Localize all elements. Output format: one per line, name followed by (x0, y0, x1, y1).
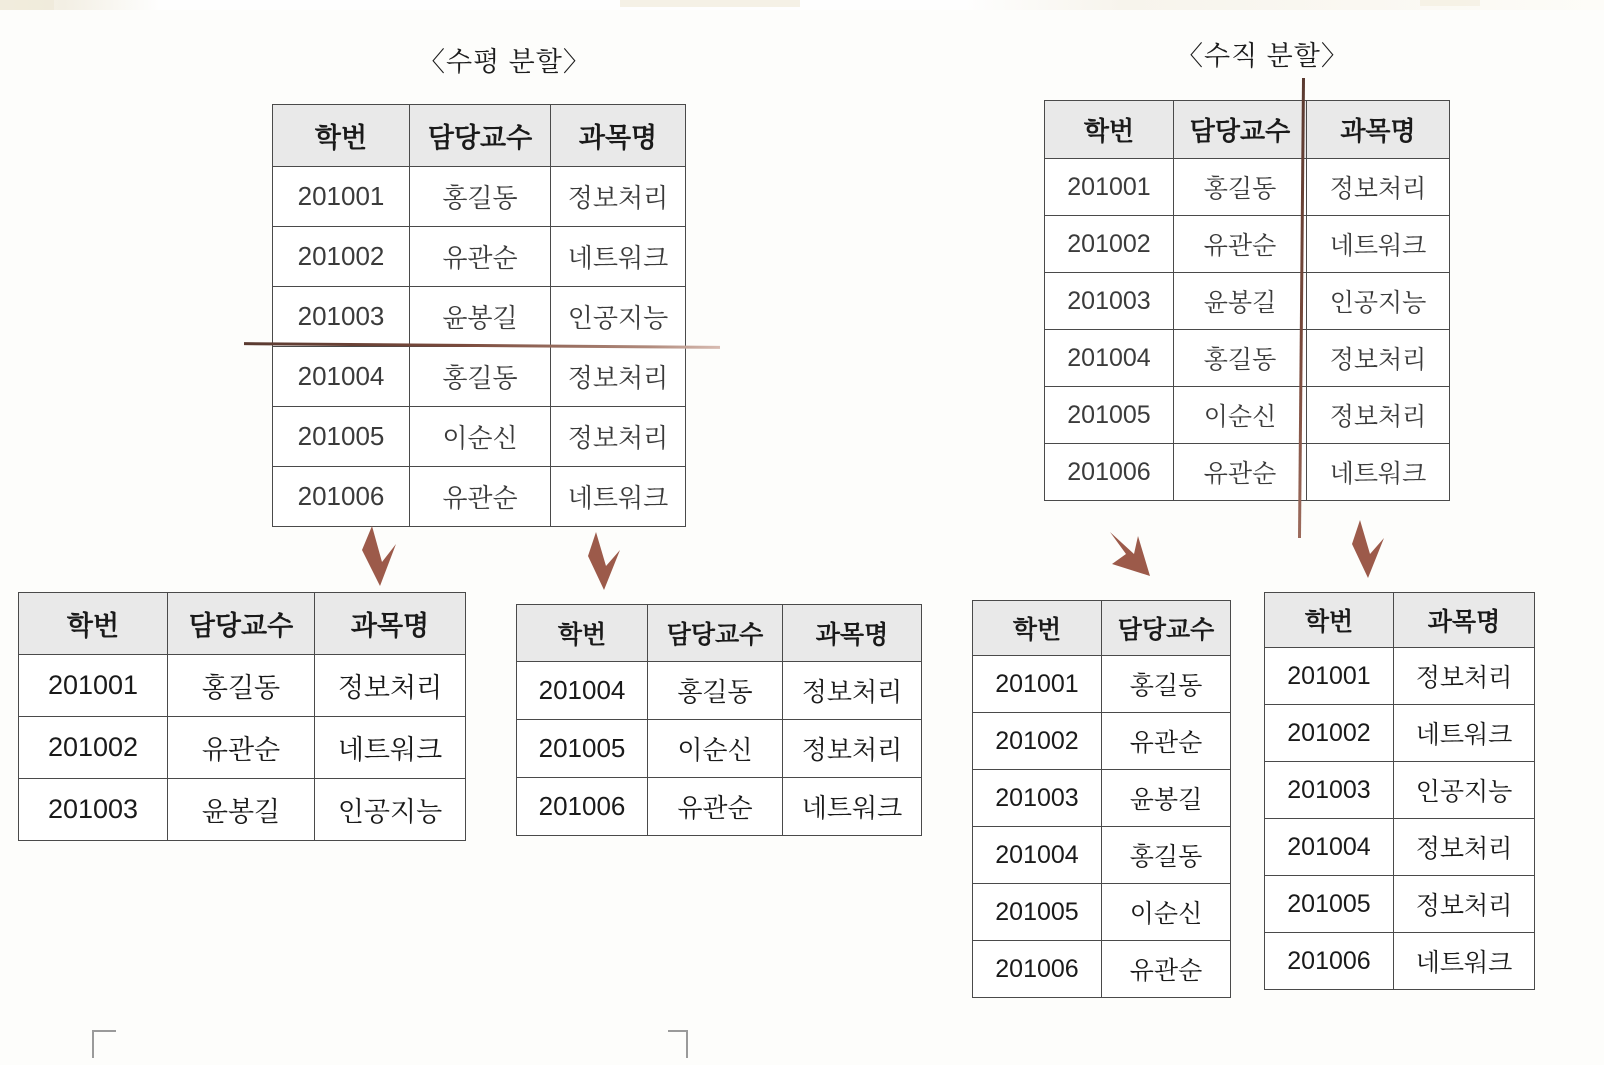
cell-subject: 정보처리 (1394, 876, 1535, 933)
column-header-subject: 과목명 (1394, 593, 1535, 648)
cell-subject: 정보처리 (1307, 387, 1450, 444)
cell-id: 201004 (973, 827, 1102, 884)
cell-subject: 정보처리 (783, 720, 922, 778)
cell-professor: 유관순 (1174, 216, 1307, 273)
cell-id: 201005 (1265, 876, 1394, 933)
cell-professor: 홍길동 (410, 167, 551, 227)
table-row (1265, 876, 1535, 933)
cell-id: 201004 (273, 347, 410, 407)
cell-subject: 정보처리 (1394, 819, 1535, 876)
table-row (973, 770, 1231, 827)
column-header-professor: 담당교수 (1174, 101, 1307, 159)
column-header-professor: 담당교수 (1102, 601, 1231, 656)
table-row (19, 655, 466, 717)
table-header-row (973, 601, 1231, 656)
source-table-horizontal (272, 104, 686, 527)
column-header-professor: 담당교수 (410, 105, 551, 167)
scan-edge-artifact (0, 0, 1604, 10)
cell-id: 201002 (19, 717, 168, 779)
cell-id: 201004 (1045, 330, 1174, 387)
table-row (273, 227, 686, 287)
table-header-row (1265, 593, 1535, 648)
cell-professor: 유관순 (1102, 941, 1231, 998)
table-row (273, 347, 686, 407)
table-row (517, 720, 922, 778)
result-table-vertical-2 (1264, 592, 1535, 990)
cell-professor: 유관순 (410, 227, 551, 287)
arrow-down-right-2 (1344, 518, 1398, 582)
cell-subject: 네트워크 (1307, 216, 1450, 273)
caption-horizontal-partition: 〈수평 분할〉 (418, 47, 591, 77)
cell-subject: 정보처리 (1394, 648, 1535, 705)
cell-id: 201006 (517, 778, 648, 836)
table-header-row (273, 105, 686, 167)
cell-id: 201003 (1045, 273, 1174, 330)
cell-subject: 정보처리 (551, 347, 686, 407)
cell-id: 201002 (973, 713, 1102, 770)
column-header-id: 학번 (1045, 101, 1174, 159)
cell-professor: 홍길동 (1174, 330, 1307, 387)
cell-professor: 이순신 (1174, 387, 1307, 444)
cell-id: 201001 (19, 655, 168, 717)
result-table-horizontal-2 (516, 604, 922, 836)
cell-subject: 정보처리 (551, 167, 686, 227)
table-row (1045, 444, 1450, 501)
table-row (1265, 705, 1535, 762)
cell-professor: 홍길동 (1174, 159, 1307, 216)
cell-subject: 네트워크 (783, 778, 922, 836)
cell-subject: 네트워크 (551, 467, 686, 527)
table-header-row (19, 593, 466, 655)
cell-subject: 네트워크 (1307, 444, 1450, 501)
cell-id: 201005 (273, 407, 410, 467)
cell-id: 201003 (973, 770, 1102, 827)
cell-subject: 네트워크 (551, 227, 686, 287)
cell-id: 201003 (19, 779, 168, 841)
table-row (517, 778, 922, 836)
cell-professor: 유관순 (410, 467, 551, 527)
column-header-professor: 담당교수 (168, 593, 315, 655)
page-edge-mark-left (92, 1030, 116, 1058)
column-header-professor: 담당교수 (648, 605, 783, 662)
table-row (973, 827, 1231, 884)
cell-subject: 인공지능 (315, 779, 466, 841)
cell-id: 201001 (973, 656, 1102, 713)
cell-subject: 인공지능 (1394, 762, 1535, 819)
column-header-subject: 과목명 (315, 593, 466, 655)
table-row (19, 779, 466, 841)
table-row (19, 717, 466, 779)
cell-professor: 윤봉길 (1102, 770, 1231, 827)
column-header-id: 학번 (973, 601, 1102, 656)
cell-subject: 네트워크 (315, 717, 466, 779)
cell-id: 201002 (273, 227, 410, 287)
cell-subject: 인공지능 (1307, 273, 1450, 330)
column-header-id: 학번 (1265, 593, 1394, 648)
cell-professor: 홍길동 (410, 347, 551, 407)
cell-id: 201001 (1265, 648, 1394, 705)
column-header-id: 학번 (19, 593, 168, 655)
table-row (273, 467, 686, 527)
cell-id: 201006 (973, 941, 1102, 998)
table-row (1045, 330, 1450, 387)
arrow-down-left-1 (352, 524, 410, 588)
cell-subject: 네트워크 (1394, 705, 1535, 762)
table-row (1045, 387, 1450, 444)
cell-id: 201006 (1265, 933, 1394, 990)
cell-id: 201006 (1045, 444, 1174, 501)
cell-subject: 네트워크 (1394, 933, 1535, 990)
cell-subject: 정보처리 (315, 655, 466, 717)
table-row (973, 941, 1231, 998)
column-header-id: 학번 (273, 105, 410, 167)
caption-vertical-partition: 〈수직 분할〉 (1176, 41, 1349, 71)
table-row (1265, 648, 1535, 705)
table-header-row (1045, 101, 1450, 159)
cell-professor: 홍길동 (168, 655, 315, 717)
cell-professor: 윤봉길 (1174, 273, 1307, 330)
cell-id: 201005 (973, 884, 1102, 941)
table-row (1045, 159, 1450, 216)
cell-id: 201005 (517, 720, 648, 778)
cell-professor: 이순신 (1102, 884, 1231, 941)
column-header-id: 학번 (517, 605, 648, 662)
table-row (1045, 273, 1450, 330)
cell-subject: 인공지능 (551, 287, 686, 347)
table-row (1045, 216, 1450, 273)
cell-subject: 정보처리 (1307, 330, 1450, 387)
column-header-subject: 과목명 (551, 105, 686, 167)
arrow-down-left-2 (580, 530, 634, 594)
cell-professor: 이순신 (410, 407, 551, 467)
page-edge-mark-right (668, 1030, 688, 1058)
cell-professor: 홍길동 (648, 662, 783, 720)
cell-id: 201004 (517, 662, 648, 720)
table-row (1265, 819, 1535, 876)
table-row (973, 884, 1231, 941)
result-table-horizontal-1 (18, 592, 466, 841)
cell-professor: 홍길동 (1102, 827, 1231, 884)
column-header-subject: 과목명 (1307, 101, 1450, 159)
cell-id: 201001 (273, 167, 410, 227)
cell-id: 201004 (1265, 819, 1394, 876)
table-header-row (517, 605, 922, 662)
arrow-down-right-1 (1104, 524, 1162, 586)
source-table-vertical (1044, 100, 1450, 501)
cell-professor: 유관순 (168, 717, 315, 779)
table-row (273, 287, 686, 347)
cell-id: 201001 (1045, 159, 1174, 216)
cell-professor: 유관순 (1174, 444, 1307, 501)
table-row (273, 407, 686, 467)
cell-professor: 유관순 (648, 778, 783, 836)
table-row (1265, 762, 1535, 819)
cell-professor: 홍길동 (1102, 656, 1231, 713)
table-row (273, 167, 686, 227)
result-table-vertical-1 (972, 600, 1231, 998)
cell-subject: 정보처리 (783, 662, 922, 720)
cell-professor: 유관순 (1102, 713, 1231, 770)
table-row (973, 713, 1231, 770)
cell-id: 201003 (273, 287, 410, 347)
cell-professor: 윤봉길 (410, 287, 551, 347)
table-row (1265, 933, 1535, 990)
cell-professor: 윤봉길 (168, 779, 315, 841)
cell-id: 201005 (1045, 387, 1174, 444)
cell-id: 201006 (273, 467, 410, 527)
column-header-subject: 과목명 (783, 605, 922, 662)
cell-professor: 이순신 (648, 720, 783, 778)
cell-id: 201003 (1265, 762, 1394, 819)
cell-id: 201002 (1045, 216, 1174, 273)
table-row (517, 662, 922, 720)
table-row (973, 656, 1231, 713)
cell-subject: 정보처리 (551, 407, 686, 467)
cell-id: 201002 (1265, 705, 1394, 762)
cell-subject: 정보처리 (1307, 159, 1450, 216)
